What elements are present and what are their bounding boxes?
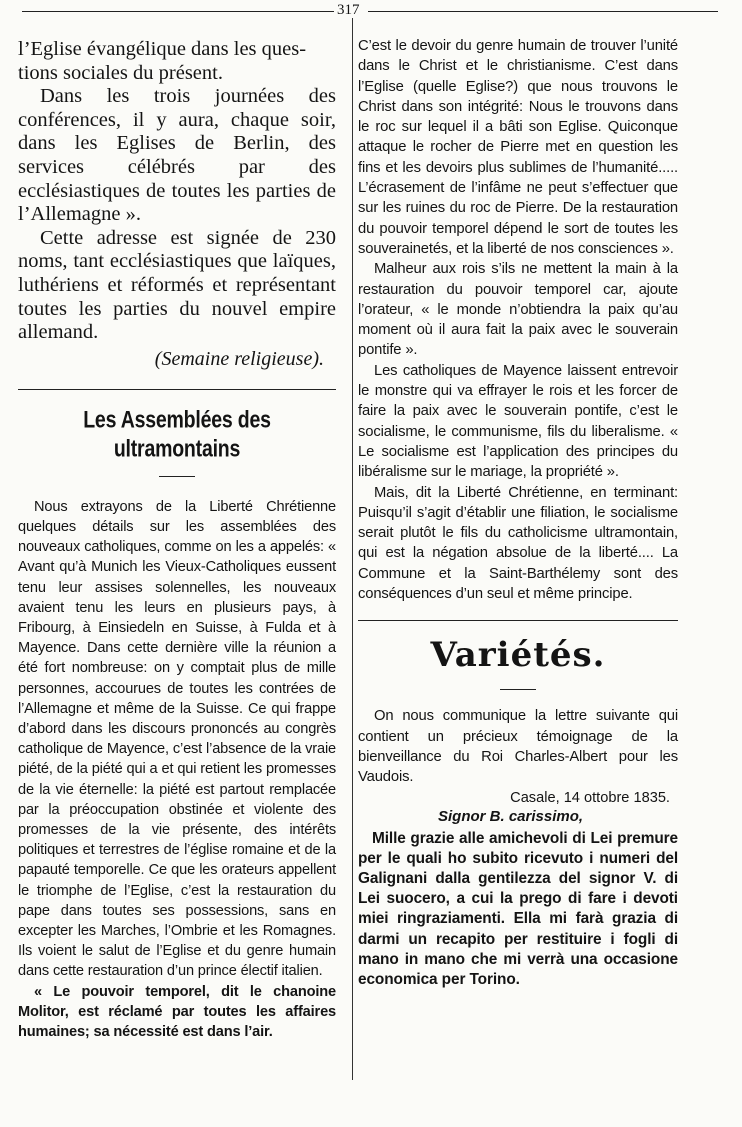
letter-salutation: Signor B. carissimo, xyxy=(438,807,584,825)
heading-rule xyxy=(159,476,195,477)
right-paragraph-3: Les catholiques de Mayence laissent entrevoir le monstre qui va effrayer le rois et les forcer de faire la paix avec le souverain pontife, c’est le socialisme, le communisme, fils du liberalisme. « Le socialisme est l’application des principes du libéralisme sur le mariage, la propriété ». xyxy=(358,362,678,481)
right-paragraph-1: C’est le devoir du genre humain de trouver l’unité dans le Christ et le christianisme. C’est dans l’Eglise (quelle Eglise?) que nous trouvons le Christ dans son intégrité: Nous le trouvons dans le roc sur lequel il a bâti son Eglise. Quiconque attaque le rocher de Pierre met en question les fins et les devoirs plus sublimes de l’humanité..... L’écrasement de l’infâme ne peut s’effectuer que sur les ruines du roc de Pierre. De la restauration du pouvoir temporel dépend le sort de toutes les souverainetés, et la liberté de nos consciences ». xyxy=(358,38,678,257)
header-rule-left xyxy=(22,11,334,12)
signatures-paragraph: Cette adresse est signée de 230 noms, tant ecclésiastiques que laïques, luthériens et réformés et représentant toutes les parties du nouvel empire allemand. xyxy=(18,226,336,344)
letter-intro: On nous communique la lettre suivante qui contient un précieux témoignage de la bienveillance du Roi Charles-Albert pour les Vaudois. xyxy=(358,708,678,786)
article-paragraph-2: « Le pouvoir temporel, dit le chanoine Molitor, est réclamé par toutes les affaires humaines; sa nécessité est dans l’air. xyxy=(18,983,336,1040)
section-rule xyxy=(18,389,336,390)
article-paragraph-1: Nous extrayons de la Liberté Chrétienne quelques détails sur les assemblées des nouveaux catholiques, comme on les a appelés: « Avant qu’à Munich les Vieux-Catholiques eussent tenu leur assises solennelles, les nouveaux avaient tenu les leurs en plusieurs pays, à Fribourg, à Einsiedeln en Suisse, à Fulda et à Mayence. Dans cette dernière ville la réunion a été fort nombreuse: on y comptait plus de mille personnes, accourues de toutes les contrées de l’Allemagne et même de la Suisse. Ce qui frappe d’abord dans les discours prononcés au congrès catholique de Mayence, c’est l’absence de la vraie piété, de la piété qui a et qui retient les promesses de la vie éternelle: la piété est partout remplacée par la préoccupation obstinée et violente des promesses de la vie présente, des intérêts politiques et terrestres de l’église romaine et de la papauté temporelle. Ce que les orateurs appellent le triomphe de l’Eglise, c’est la restauration du pape dans toutes ses possessions, sans en excepter les Marches, l’Ombrie et les Romagnes. Ils voient le salut de l’Eglise et du genre humain dans cette restauration d’un prince électif italien. xyxy=(18,498,336,980)
left-column xyxy=(18,38,336,1042)
header-rule-right xyxy=(368,11,718,12)
conference-paragraph: Dans les trois journées des conférences, il y aura, chaque soir, dans les Eglises de Berlin, des services célébrés par des ecclésiastiques de toutes les parties de l’Allemagne ». xyxy=(18,85,336,226)
right-paragraph-4: Mais, dit la Liberté Chrétienne, en terminant: Puisqu’il s’agit d’établir une filiation, le socialisme serait plutôt le fils du catholicisme ultramontain, qui est la négation absolue de la liberté.... La Commune et la Saint-Barthélemy sont des conséquences d’un seul et même principe. xyxy=(358,484,678,603)
intro-line-2: tions sociales du présent. xyxy=(18,61,223,84)
letter-date: Casale, 14 ottobre 1835. xyxy=(510,789,670,806)
page-number: 317 xyxy=(337,2,360,18)
intro-line-1: l’Eglise évangélique dans les ques- xyxy=(18,38,307,60)
article-heading: Les Assemblées des ultramontains xyxy=(83,405,271,463)
right-column xyxy=(358,36,678,990)
varietes-heading: Variétés. xyxy=(430,635,606,676)
varietes-rule xyxy=(500,689,536,690)
section-rule-right xyxy=(358,620,678,621)
column-divider xyxy=(352,18,353,1080)
right-paragraph-2: Malheur aux rois s’ils ne mettent la main à la restauration du pouvoir temporel car, ajoute l’orateur, « le monde n’obtiendra la paix qu’au moment où il aura fait la paix avec le souverain pontife ». xyxy=(358,261,678,359)
source-credit: (Semaine religieuse). xyxy=(154,347,324,370)
page-header xyxy=(0,2,742,18)
letter-body: Mille grazie alle amichevoli di Lei premure per le quali ho subito ricevuto i numeri del Galignani dalla gentilezza del signor V. di Lei suocero, a cui la prego di fare i devoti miei ringraziamenti. Ella mi farà grazia di darmi un recapito per restituire i fogli di mano in mano che mi verrà una occasione economica per Torino. xyxy=(358,829,678,988)
